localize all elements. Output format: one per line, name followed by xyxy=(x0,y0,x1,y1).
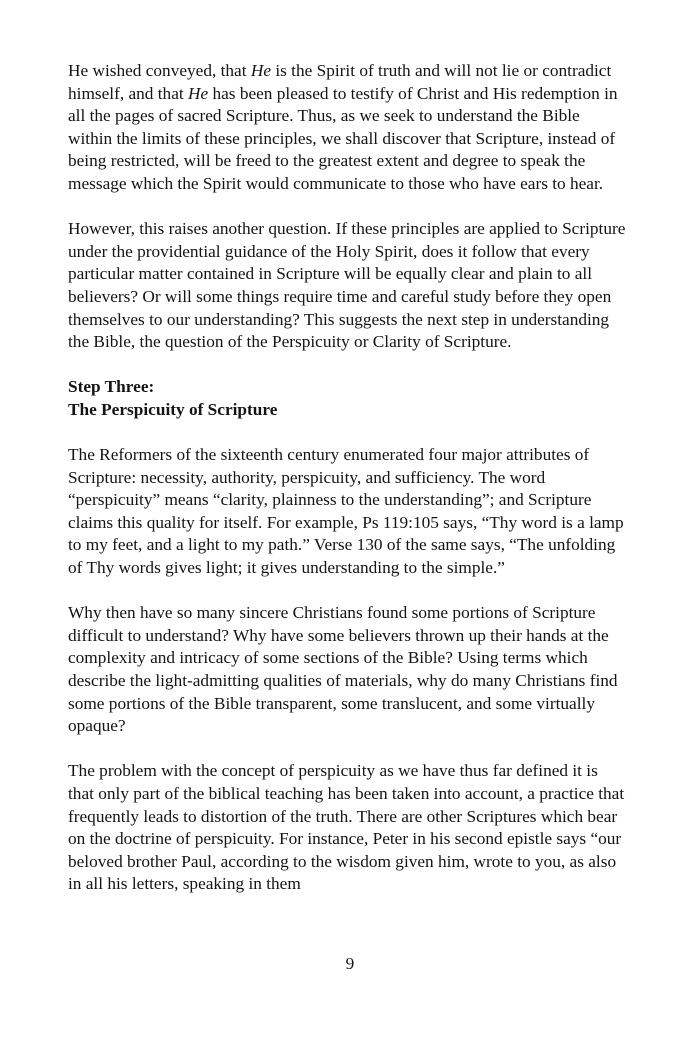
document-page xyxy=(68,60,628,919)
paragraph xyxy=(68,602,628,738)
section-step-label: Step Three: xyxy=(68,377,155,397)
italic-text: He xyxy=(250,61,271,80)
text-run: Why then have so many sincere Christians found some portions of Scripture difficult to understand? Why have some believers thrown up their hands at the complexity and intricacy of some sections of the Bible? Using terms which describe the light-admitting qualities of materials, why do many Christians find some portions of the Bible transparent, some translucent, and some virtually opaque? xyxy=(68,603,618,736)
text-run: He wished conveyed, that xyxy=(68,61,251,80)
text-run: has been pleased to testify of Christ and His redemption in all the pages of sacred Scripture. Thus, as we seek to understand the Bible within the limits of these principles, we shall discover that Scripture, instead of being restricted, will be freed to the greatest extent and degree to speak the message which the Spirit would communicate to those who have ears to hear. xyxy=(68,83,618,193)
section-heading xyxy=(68,376,628,421)
text-run: However, this raises another question. If these principles are applied to Scripture under the providential guidance of the Holy Spirit, does it follow that every particular matter contained in Scripture will be equally clear and plain to all believers? Or will some things require time and careful study before they open themselves to our understanding? This suggests the next step in understanding the Bible, the question of the Perspicuity or Clarity of Scripture. xyxy=(68,219,626,352)
text-run: is the Spirit of truth and will not lie or contradict himself, and that xyxy=(68,61,612,103)
italic-text: He xyxy=(187,83,209,103)
body-text-top xyxy=(68,60,628,354)
paragraph xyxy=(68,60,628,196)
paragraph xyxy=(68,760,628,896)
body-text-bottom xyxy=(68,444,628,896)
text-run: The Reformers of the sixteenth century enumerated four major attributes of Scripture: necessity, authority, perspicuity, and sufficiency. The word “perspicuity” means “clarity, plainness to the understanding”; and Scripture claims this quality for itself. For example, Ps 119:105 says, “Thy word is a lamp to my feet, and a light to my path.” Verse 130 of the same says, “The unfolding of Thy words gives light; it gives understanding to the simple.” xyxy=(68,445,624,578)
section-title: The Perspicuity of Scripture xyxy=(68,399,278,419)
page-number: 9 xyxy=(345,954,355,973)
text-run: The problem with the concept of perspicuity as we have thus far defined it is that only part of the biblical teaching has been taken into account, a practice that frequently leads to distortion of the truth. There are other Scriptures which bear on the doctrine of perspicuity. For instance, Peter in his second epistle says “our beloved brother Paul, according to the wisdom given him, wrote to you, as also in all his letters, speaking in them xyxy=(68,761,625,894)
paragraph xyxy=(68,444,628,580)
paragraph xyxy=(68,218,628,354)
